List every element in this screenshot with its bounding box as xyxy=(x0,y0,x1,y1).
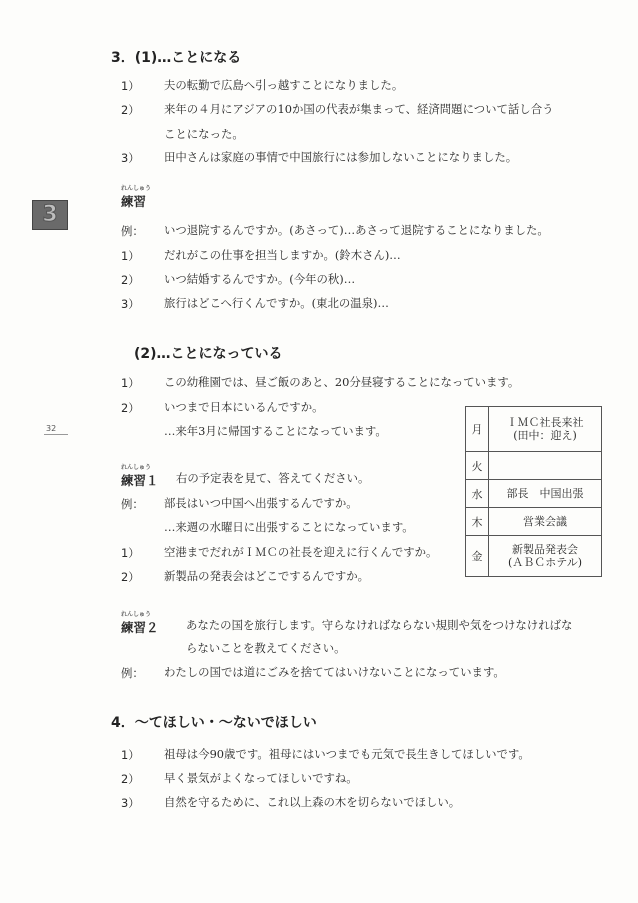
schedule-row xyxy=(466,407,602,452)
renshu1-label xyxy=(121,464,159,489)
schedule-row xyxy=(466,536,602,577)
item-number: 1） xyxy=(121,748,140,762)
renshu-ruby: れんしゅう xyxy=(121,185,152,192)
renshu2-label-text: 練習２ xyxy=(121,620,159,635)
schedule-day: 木 xyxy=(466,508,489,536)
sentence: 祖母は今90歳です。祖母にはいつまでも元気で長生きしてほしいです。 xyxy=(164,747,530,761)
event-line: 新製品発表会 xyxy=(512,543,578,556)
sentence-continuation: ことになった。 xyxy=(164,127,244,141)
example-sentence: いつ退院するんですか。(あさって)…あさって退院することになりました。 xyxy=(164,223,549,237)
sentence: 夫の転勤で広島へ引っ越すことになりました。 xyxy=(164,78,404,92)
item-number: 1） xyxy=(121,376,140,390)
exercise-sentence: 新製品の発表会はどこでするんですか。 xyxy=(164,569,370,583)
sentence: この幼稚園では、昼ご飯のあと、20分昼寝することになっています。 xyxy=(164,375,520,389)
sentence: いつまで日本にいるんですか。 xyxy=(164,400,324,414)
item-number: 3） xyxy=(121,796,140,810)
renshu2-label xyxy=(121,611,159,636)
exercise-sentence: 旅行はどこへ行くんですか。(東北の温泉)… xyxy=(164,296,389,310)
sentence: 来年の４月にアジアの10か国の代表が集まって、経済問題について話し合う xyxy=(164,102,554,116)
example-label: 例： xyxy=(121,497,144,511)
schedule-event xyxy=(489,536,602,577)
sentence-answer: …来年3月に帰国することになっています。 xyxy=(164,424,387,438)
chapter-tab xyxy=(32,200,68,230)
item-number: 1） xyxy=(121,79,140,93)
renshu-label-text: 練習 xyxy=(121,194,147,209)
renshu2-instruction-continuation: らないことを教えてください。 xyxy=(186,641,346,655)
schedule-row xyxy=(466,480,602,508)
event-line: ＩＭＣ社長来社 xyxy=(506,416,584,429)
renshu2-ruby: れんしゅう xyxy=(121,611,152,618)
renshu2-instruction: あなたの国を旅行します。守らなければならない規則や気をつけなければな xyxy=(186,618,573,632)
exercise-sentence: だれがこの仕事を担当しますか。(鈴木さん)… xyxy=(164,248,401,262)
schedule-event xyxy=(489,407,602,452)
sentence: 田中さんは家庭の事情で中国旅行には参加しないことになりました。 xyxy=(164,150,518,164)
item-number: 1） xyxy=(121,546,140,560)
item-number: 2） xyxy=(121,103,140,117)
renshu-label xyxy=(121,185,151,210)
renshu1-label-text: 練習１ xyxy=(121,473,159,488)
renshu1-instruction: 右の予定表を見て、答えてください。 xyxy=(176,471,370,485)
schedule-day: 月 xyxy=(466,407,489,452)
item-number: 3） xyxy=(121,151,140,165)
schedule-event xyxy=(489,452,602,480)
schedule-day: 火 xyxy=(466,452,489,480)
sentence: 早く景気がよくなってほしいですね。 xyxy=(164,771,358,785)
item-number: 2） xyxy=(121,570,140,584)
section-3-1-heading: 3．(1)…ことになる xyxy=(111,50,242,66)
page-number-rule xyxy=(44,434,68,435)
example-answer: …来週の水曜日に出張することになっています。 xyxy=(164,520,414,534)
schedule-row xyxy=(466,452,602,480)
item-number: 2） xyxy=(121,273,140,287)
example-label: 例： xyxy=(121,224,144,238)
schedule-row xyxy=(466,508,602,536)
schedule-event: 部長 中国出張 xyxy=(489,480,602,508)
exercise-sentence: いつ結婚するんですか。(今年の秋)… xyxy=(164,272,356,286)
chapter-number: 3 xyxy=(42,202,58,227)
event-line: (ＡＢＣホテル) xyxy=(507,556,583,569)
schedule-day: 水 xyxy=(466,480,489,508)
schedule-table xyxy=(465,406,602,577)
item-number: 1） xyxy=(121,249,140,263)
item-number: 3） xyxy=(121,297,140,311)
renshu1-ruby: れんしゅう xyxy=(121,464,152,471)
exercise-sentence: 空港までだれがＩＭＣの社長を迎えに行くんですか。 xyxy=(164,545,438,559)
schedule-event: 営業会議 xyxy=(489,508,602,536)
example-label: 例： xyxy=(121,666,144,680)
section-3-2-heading: (2)…ことになっている xyxy=(134,346,283,362)
item-number: 2） xyxy=(121,772,140,786)
example-sentence: わたしの国では道にごみを捨ててはいけないことになっています。 xyxy=(164,665,505,679)
section-4-heading: 4．～てほしい・～ないでほしい xyxy=(111,715,317,731)
schedule-day: 金 xyxy=(466,536,489,577)
item-number: 2） xyxy=(121,401,140,415)
page-number: 32 xyxy=(46,424,57,433)
sentence: 自然を守るために、これ以上森の木を切らないでほしい。 xyxy=(164,795,461,809)
event-line: (田中：迎え) xyxy=(513,429,577,442)
example-question: 部長はいつ中国へ出張するんですか。 xyxy=(164,496,358,510)
